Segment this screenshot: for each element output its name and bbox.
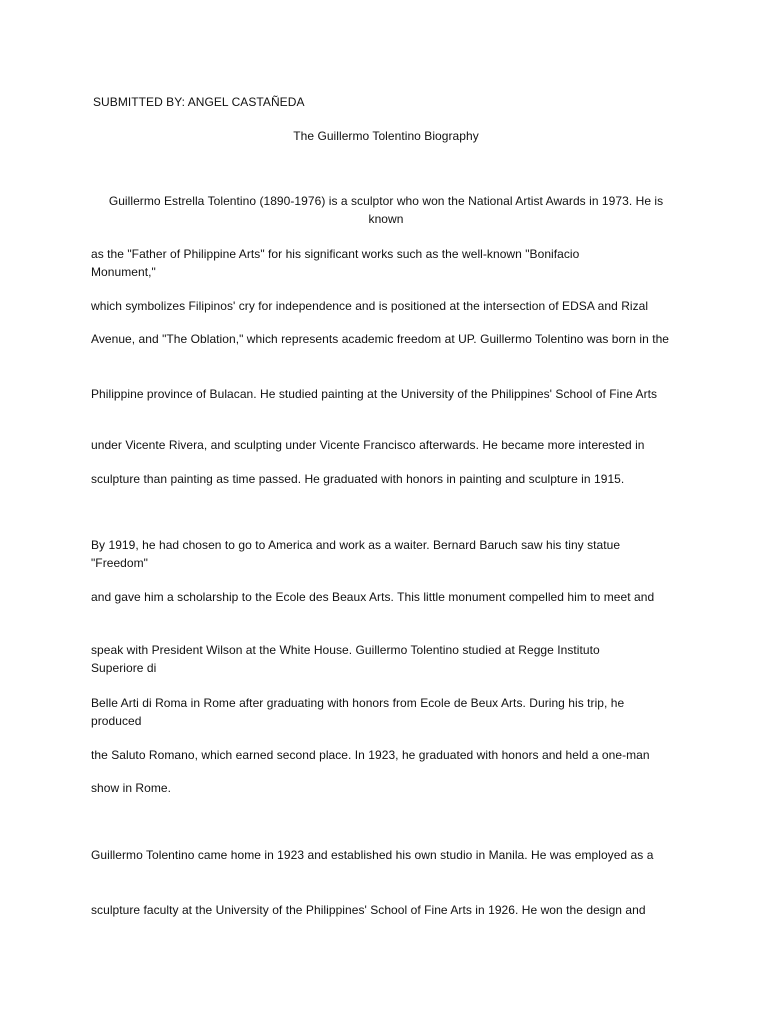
paragraph-line: under Vicente Rivera, and sculpting under Vicente Francisco afterwards. He became more interested in <box>91 438 645 452</box>
paragraph-line: Belle Arti di Roma in Rome after graduating with honors from Ecole de Beux Arts. During his trip, he produced <box>91 696 625 728</box>
paragraph-line: speak with President Wilson at the White House. Guillermo Tolentino studied at Regge Instituto Superiore di <box>91 643 600 675</box>
paragraph-line: which symbolizes Filipinos' cry for independence and is positioned at the intersection of EDSA and Rizal <box>91 299 649 313</box>
paragraph-line: as the "Father of Philippine Arts" for his significant works such as the well-known "Bonifacio Monument," <box>91 247 580 279</box>
paragraph-line: Guillermo Tolentino came home in 1923 and established his own studio in Manila. He was employed as a <box>91 848 654 862</box>
paragraph-line: Philippine province of Bulacan. He studied painting at the University of the Philippines' School of Fine Arts <box>91 387 658 401</box>
paragraph-line: the Saluto Romano, which earned second place. In 1923, he graduated with honors and held a one-man <box>91 748 650 762</box>
paragraph-line: Guillermo Estrella Tolentino (1890-1976) is a sculptor who won the National Artist Awards in 1973. He is known <box>108 194 664 226</box>
paragraph-line: sculpture than painting as time passed. He graduated with honors in painting and sculpture in 1915. <box>91 472 625 486</box>
paragraph-line: and gave him a scholarship to the Ecole des Beaux Arts. This little monument compelled him to meet and <box>91 590 655 604</box>
paragraph-line: By 1919, he had chosen to go to America and work as a waiter. Bernard Baruch saw his tiny statue "Freedom" <box>91 538 621 570</box>
paragraph-line: show in Rome. <box>91 781 172 795</box>
paragraph-line: sculpture faculty at the University of the Philippines' School of Fine Arts in 1926. He won the design and <box>91 903 646 917</box>
submitted-by-line: SUBMITTED BY: ANGEL CASTAÑEDA <box>93 95 305 109</box>
paragraph-line: Avenue, and "The Oblation," which represents academic freedom at UP. Guillermo Tolentino was born in the <box>91 332 670 346</box>
document-title: The Guillermo Tolentino Biography <box>293 129 479 143</box>
